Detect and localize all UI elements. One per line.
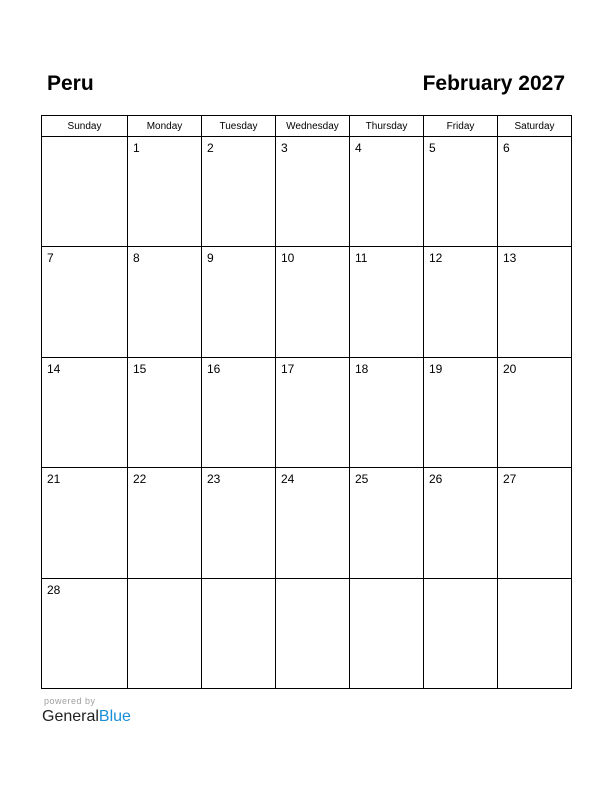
day-cell	[276, 137, 350, 247]
day-cell	[202, 137, 276, 247]
day-number	[42, 137, 127, 141]
day-cell	[498, 247, 572, 357]
day-cell	[498, 137, 572, 247]
brand-general: General	[42, 708, 99, 725]
day-cell	[42, 578, 128, 688]
day-cell	[42, 137, 128, 247]
weekday-tuesday: Tuesday	[202, 116, 276, 137]
day-cell	[128, 137, 202, 247]
powered-by-label: powered by	[44, 696, 96, 706]
day-number: 13	[503, 251, 517, 266]
weekday-header-row	[42, 116, 572, 137]
day-cell	[202, 357, 276, 467]
day-number: 25	[355, 472, 369, 487]
day-number	[350, 579, 423, 583]
day-cell	[42, 247, 128, 357]
day-number	[202, 579, 275, 583]
day-number: 2	[207, 141, 214, 155]
footer-branding	[42, 696, 131, 727]
weekday-saturday: Saturday	[498, 116, 572, 137]
day-number: 12	[429, 251, 443, 266]
day-number	[424, 579, 497, 583]
day-cell	[424, 247, 498, 357]
day-number: 6	[503, 141, 510, 155]
day-number: 8	[133, 251, 140, 266]
day-cell	[202, 578, 276, 688]
brand-blue: Blue	[98, 708, 131, 725]
day-cell	[350, 468, 424, 578]
day-cell	[350, 137, 424, 247]
day-cell	[276, 468, 350, 578]
day-cell	[128, 468, 202, 578]
calendar-grid	[41, 115, 572, 689]
day-number: 7	[47, 251, 54, 266]
month-year-title: February 2027	[422, 72, 565, 95]
day-number	[128, 579, 201, 583]
day-cell	[498, 468, 572, 578]
day-cell	[128, 578, 202, 688]
day-cell	[350, 247, 424, 357]
day-number: 4	[355, 141, 362, 155]
week-row	[42, 357, 572, 467]
day-number: 19	[429, 361, 443, 376]
day-number: 17	[281, 361, 295, 376]
week-row	[42, 137, 572, 247]
day-number: 18	[355, 361, 369, 376]
weekday-sunday: Sunday	[42, 116, 128, 137]
day-cell	[424, 578, 498, 688]
week-row	[42, 468, 572, 578]
day-cell	[276, 247, 350, 357]
generalblue-logo[interactable]	[42, 707, 131, 727]
day-number: 15	[133, 361, 147, 376]
day-cell	[350, 578, 424, 688]
day-number: 23	[207, 472, 221, 487]
weekday-wednesday: Wednesday	[276, 116, 350, 137]
week-row	[42, 247, 572, 357]
day-cell	[424, 468, 498, 578]
day-cell	[498, 578, 572, 688]
day-number: 22	[133, 472, 147, 487]
day-number: 27	[503, 472, 517, 487]
day-cell	[424, 357, 498, 467]
weekday-friday: Friday	[424, 116, 498, 137]
day-number: 14	[47, 361, 61, 376]
weekday-thursday: Thursday	[350, 116, 424, 137]
day-number: 3	[281, 141, 288, 155]
day-number: 1	[133, 141, 140, 155]
day-number: 28	[47, 582, 61, 597]
day-cell	[276, 357, 350, 467]
day-number: 16	[207, 361, 221, 376]
day-cell	[42, 357, 128, 467]
day-cell	[498, 357, 572, 467]
week-row	[42, 578, 572, 688]
day-cell	[128, 247, 202, 357]
day-number: 5	[429, 141, 436, 155]
day-number: 21	[47, 472, 61, 487]
day-number	[276, 579, 349, 583]
day-cell	[276, 578, 350, 688]
day-cell	[350, 357, 424, 467]
day-cell	[202, 247, 276, 357]
day-cell	[128, 357, 202, 467]
day-number: 10	[281, 251, 295, 266]
day-cell	[424, 137, 498, 247]
day-cell	[42, 468, 128, 578]
day-number: 20	[503, 361, 517, 376]
day-number: 9	[207, 251, 214, 266]
country-title: Peru	[47, 72, 94, 95]
day-number: 24	[281, 472, 295, 487]
day-cell	[202, 468, 276, 578]
day-number: 11	[355, 251, 368, 266]
weekday-monday: Monday	[128, 116, 202, 137]
day-number: 26	[429, 472, 443, 487]
day-number	[498, 579, 571, 583]
